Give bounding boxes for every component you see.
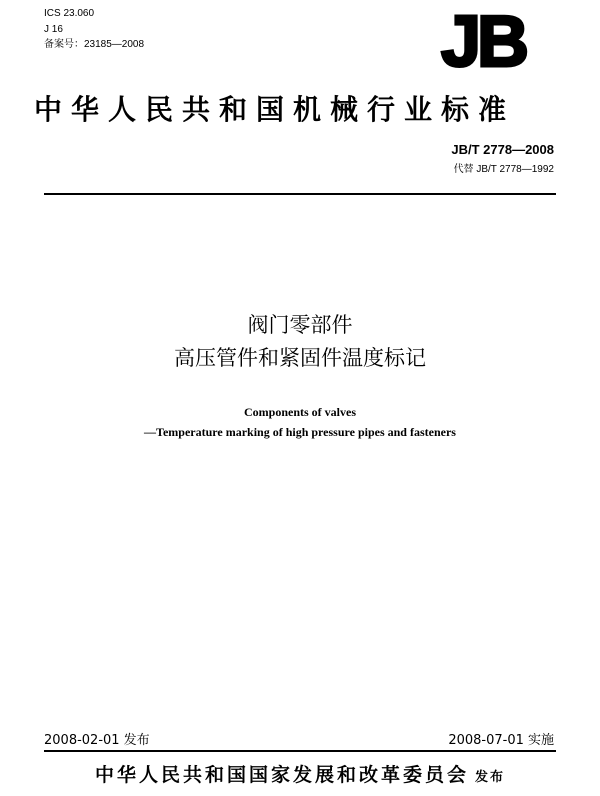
english-title-line-1: Components of valves bbox=[243, 405, 356, 419]
record-number: 备案号：23185—2008 bbox=[44, 39, 145, 50]
chinese-title-line-2: 高压管件和紧固件温度标记 bbox=[174, 346, 426, 370]
standard-title: 中华人民共和国机械行业标准 bbox=[34, 93, 516, 126]
bottom-divider bbox=[44, 750, 556, 752]
standard-number: JB/T 2778—2008 bbox=[451, 142, 554, 157]
issue-date: 2008-02-01 发布 bbox=[44, 733, 150, 748]
publisher-suffix: 发布 bbox=[475, 770, 506, 785]
classification-code: J 16 bbox=[44, 24, 63, 35]
ics-code: ICS 23.060 bbox=[44, 8, 95, 19]
replaces-standard: 代替 JB/T 2778—1992 bbox=[453, 164, 554, 175]
publisher bbox=[0, 760, 600, 787]
jb-logo-text: JB bbox=[440, 10, 526, 72]
publisher-name: 中华人民共和国国家发展和改革委员会 bbox=[94, 764, 469, 786]
english-title-line-2: —Temperature marking of high pressure pipes and fasteners bbox=[144, 425, 456, 439]
jb-logo bbox=[408, 10, 558, 72]
chinese-title-line-1: 阀门零部件 bbox=[247, 313, 353, 337]
top-divider bbox=[44, 193, 556, 195]
implementation-date: 2008-07-01 实施 bbox=[448, 733, 554, 748]
